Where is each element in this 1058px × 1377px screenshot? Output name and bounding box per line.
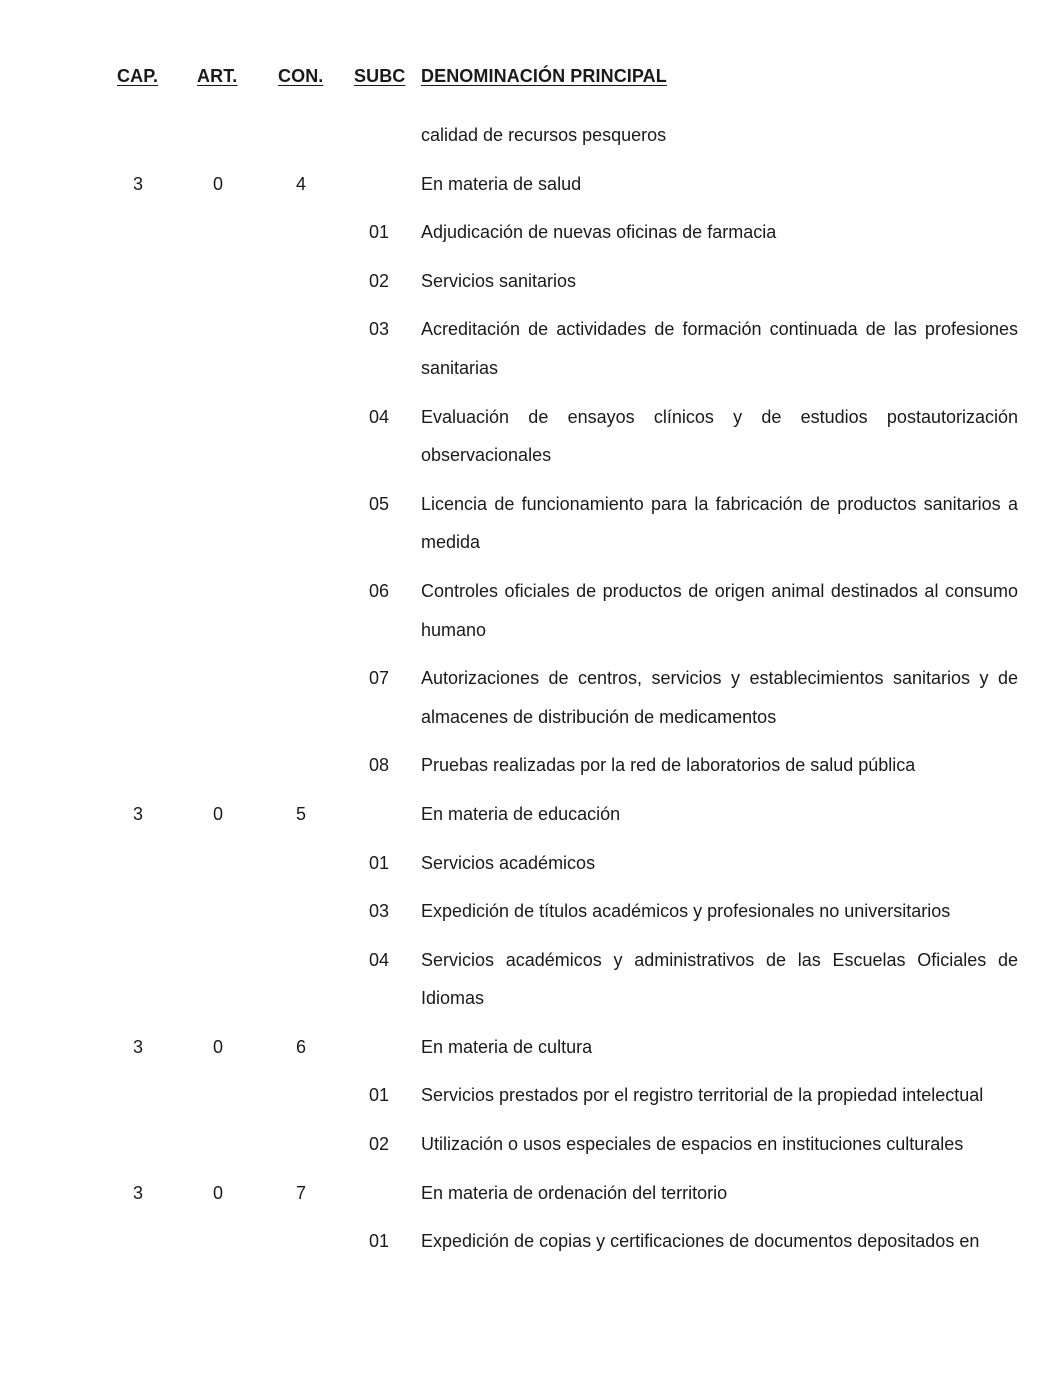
- cell-denominacion: Adjudicación de nuevas oficinas de farmacia: [421, 222, 777, 243]
- cell-subc: 02: [368, 1134, 390, 1155]
- table-row: [0, 398, 1058, 475]
- cell-subc: 02: [368, 270, 390, 291]
- table-row: [0, 1174, 1058, 1213]
- header-con: CON.: [278, 66, 324, 86]
- cell-subc: 01: [368, 852, 390, 873]
- table-row: [0, 165, 1058, 204]
- cell-denominacion: En materia de salud: [421, 173, 582, 194]
- cell-denominacion: Evaluación de ensayos clínicos y de estudios postautorización observacionales: [421, 406, 1018, 466]
- budget-table-body: [0, 116, 1058, 1271]
- cell-cap: 3: [132, 803, 143, 824]
- cell-subc: 01: [368, 1085, 390, 1106]
- table-row: [0, 485, 1058, 562]
- table-row: [0, 310, 1058, 387]
- cell-cap: 3: [132, 1036, 143, 1057]
- table-row: [0, 844, 1058, 883]
- cell-denominacion: Autorizaciones de centros, servicios y establecimientos sanitarios y de almacenes de distribución de medicamentos: [421, 668, 1018, 727]
- table-row: [0, 1028, 1058, 1067]
- cell-subc: 05: [368, 493, 390, 514]
- table-row: [0, 941, 1058, 1018]
- cell-denominacion: En materia de cultura: [421, 1036, 593, 1057]
- table-row: [0, 659, 1058, 736]
- cell-subc: 04: [368, 406, 390, 427]
- cell-denominacion: calidad de recursos pesqueros: [421, 125, 667, 145]
- cell-con: 7: [295, 1182, 306, 1203]
- table-row: [0, 892, 1058, 931]
- cell-denominacion: Servicios académicos y administrativos de las Escuelas Oficiales de Idiomas: [421, 949, 1018, 1009]
- cell-denominacion: En materia de educación: [421, 803, 621, 824]
- cell-denominacion: Servicios sanitarios: [421, 270, 577, 291]
- cell-subc: 03: [368, 901, 390, 922]
- cell-denominacion: Pruebas realizadas por la red de laboratorios de salud pública: [421, 755, 916, 776]
- table-row: [0, 795, 1058, 834]
- cell-con: 5: [295, 803, 306, 824]
- cell-denominacion: Acreditación de actividades de formación continuada de las profesiones sanitarias: [421, 319, 1018, 378]
- cell-subc: 07: [368, 668, 390, 689]
- table-row: [0, 1076, 1058, 1115]
- cell-subc: 06: [368, 580, 390, 601]
- cell-denominacion: Expedición de títulos académicos y profesionales no universitarios: [421, 901, 951, 922]
- cell-denominacion: Servicios prestados por el registro territorial de la propiedad intelectual: [421, 1085, 984, 1106]
- cell-denominacion: Controles oficiales de productos de origen animal destinados al consumo humano: [421, 580, 1018, 640]
- header-denominacion: DENOMINACIÓN PRINCIPAL: [421, 66, 667, 86]
- cell-denominacion: Expedición de copias y certificaciones de documentos depositados en: [421, 1231, 980, 1252]
- cell-art: 0: [212, 803, 223, 824]
- table-row: [0, 1222, 1058, 1261]
- header-subc: SUBC: [354, 66, 406, 86]
- cell-art: 0: [212, 1182, 223, 1203]
- cell-denominacion: En materia de ordenación del territorio: [421, 1182, 728, 1203]
- table-header: [0, 66, 1058, 94]
- table-row: [0, 572, 1058, 649]
- cell-art: 0: [212, 173, 223, 194]
- cell-cap: 3: [132, 1182, 143, 1203]
- cell-denominacion: Licencia de funcionamiento para la fabricación de productos sanitarios a medida: [421, 493, 1018, 553]
- cell-denominacion: Servicios académicos: [421, 852, 596, 873]
- table-row: [0, 116, 1058, 155]
- cell-subc: 03: [368, 319, 390, 340]
- table-row: [0, 213, 1058, 252]
- cell-cap: 3: [132, 173, 143, 194]
- cell-subc: 04: [368, 949, 390, 970]
- header-art: ART.: [197, 66, 238, 86]
- header-cap: CAP.: [117, 66, 159, 86]
- table-row: [0, 746, 1058, 785]
- cell-con: 4: [295, 173, 306, 194]
- cell-subc: 01: [368, 1231, 390, 1252]
- cell-art: 0: [212, 1036, 223, 1057]
- cell-denominacion: Utilización o usos especiales de espacios en instituciones culturales: [421, 1134, 964, 1155]
- cell-con: 6: [295, 1036, 306, 1057]
- table-row: [0, 262, 1058, 301]
- table-row: [0, 1125, 1058, 1164]
- cell-subc: 08: [368, 755, 390, 776]
- cell-subc: 01: [368, 222, 390, 243]
